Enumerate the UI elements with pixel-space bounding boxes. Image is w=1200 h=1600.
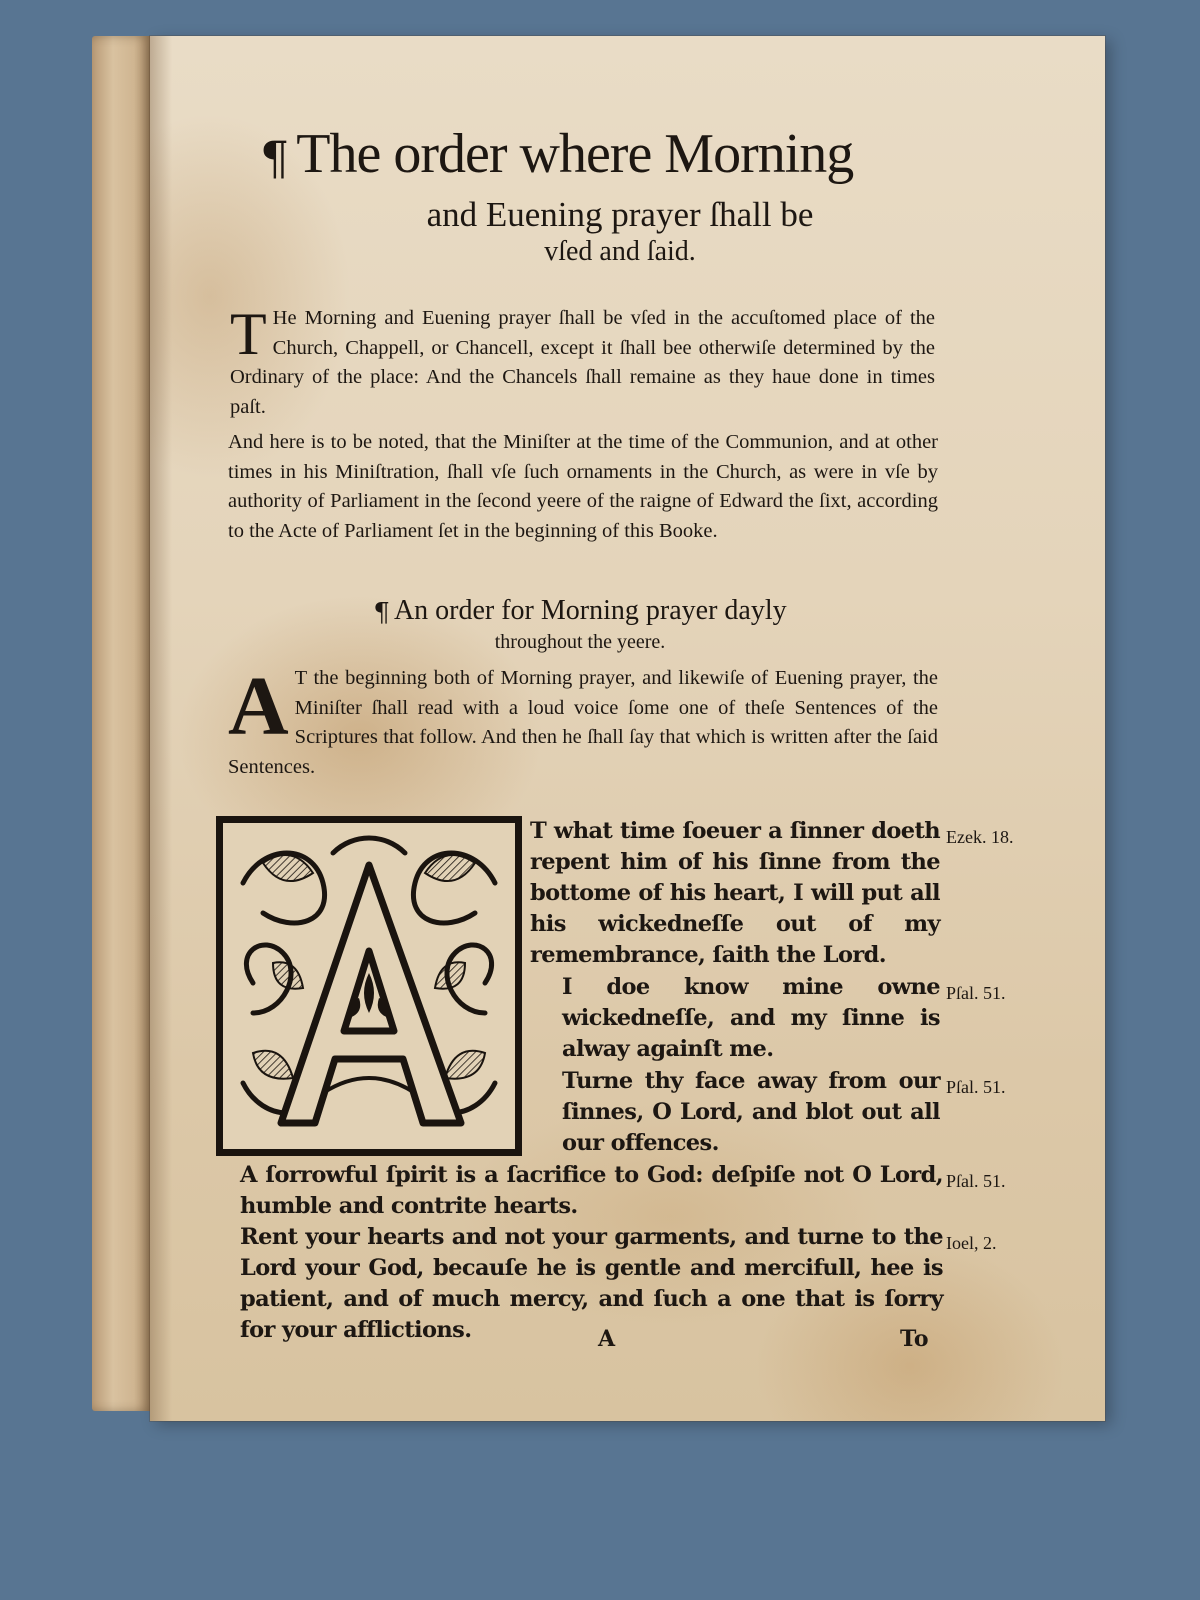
section-heading — [300, 594, 860, 630]
sentence-3 — [530, 1066, 940, 1159]
margin-reference-2: Pſal. 51. — [946, 983, 1006, 1003]
rubric-paragraph-2 — [228, 428, 938, 546]
rubric-paragraph-1 — [230, 301, 935, 422]
page-title — [260, 124, 1020, 188]
ornamental-initial-a — [216, 816, 522, 1156]
signature-mark: A — [598, 1326, 616, 1352]
margin-reference-5: Ioel, 2. — [946, 1233, 997, 1253]
rubric-paragraph-3 — [228, 660, 938, 782]
page-subtitle-2: vſed and ſaid. — [544, 236, 696, 267]
catchword: To — [900, 1326, 929, 1352]
pilcrow-icon: ¶ — [260, 131, 289, 185]
left-page-edge — [92, 36, 152, 1411]
sentence-2-text: I doe know mine owne wickedneſſe, and my ſinne is alway againſt me. — [562, 974, 940, 1062]
sentence-5-text: Rent your hearts and not your garments, and turne to the Lord your God, becauſe he is gentle and mercifull, hee is patient, and of much mercy, and ſuch a one that is ſorry for your afflictions. — [240, 1224, 943, 1343]
sentence-5 — [208, 1222, 943, 1346]
sentence-1: T what time ſoeuer a ſinner doeth repent him of his ſinne from the bottome of his heart, I will put all his wickedneſſe out of my remembrance, ſaith the Lord. — [530, 818, 940, 968]
floral-initial-icon — [223, 823, 515, 1149]
sentence-4 — [208, 1160, 943, 1222]
rubric-2-text: And here is to be noted, that the Miniſter at the time of the Communion, and at other times in his Miniſtration, ſhall vſe ſuch ornaments in the Church, as were in vſe by authority of Parliament in the ſecond yeere of the raigne of Edward the ſixt, according to the Acte of Parliament ſet in the beginning of this Booke. — [228, 431, 938, 542]
page-subtitle: and Euening prayer ſhall be — [426, 195, 814, 234]
sentence-3-text: Turne thy face away from our ſinnes, O Lord, and blot out all our offences. — [562, 1068, 940, 1156]
drop-cap-t: T — [230, 301, 267, 367]
section-subheading: throughout the yeere. — [494, 631, 666, 653]
drop-cap-a: A — [228, 660, 289, 753]
page-title-text: The order where Morning — [296, 123, 854, 185]
section-heading-text: An order for Morning prayer dayly — [393, 595, 787, 626]
margin-reference-1: Ezek. 18. — [946, 827, 1014, 847]
pilcrow-icon: ¶ — [373, 598, 390, 628]
ornamental-initial-panel — [221, 821, 517, 1151]
book-page — [150, 36, 1105, 1421]
margin-reference-4: Pſal. 51. — [946, 1171, 1006, 1191]
sentence-2 — [530, 972, 940, 1065]
rubric-1-text: He Morning and Euening prayer ſhall be vſed in the accuſtomed place of the Church, Chappell, or Chancell, except it ſhall bee otherwiſe determined by the Ordinary of the place: And the Chancels ſhall remaine as they haue done in times paſt. — [230, 307, 935, 418]
margin-reference-3: Pſal. 51. — [946, 1077, 1006, 1097]
rubric-3-text: T the beginning both of Morning prayer, and likewiſe of Euening prayer, the Miniſter ſhall read with a loud voice ſome one of theſe Sentences of the Scriptures that follow. And then he ſhall ſay that which is written after the ſaid Sentences. — [228, 667, 938, 778]
sentence-4-text: A ſorrowful ſpirit is a ſacrifice to God: deſpiſe not O Lord, humble and contrite hearts. — [240, 1162, 943, 1219]
